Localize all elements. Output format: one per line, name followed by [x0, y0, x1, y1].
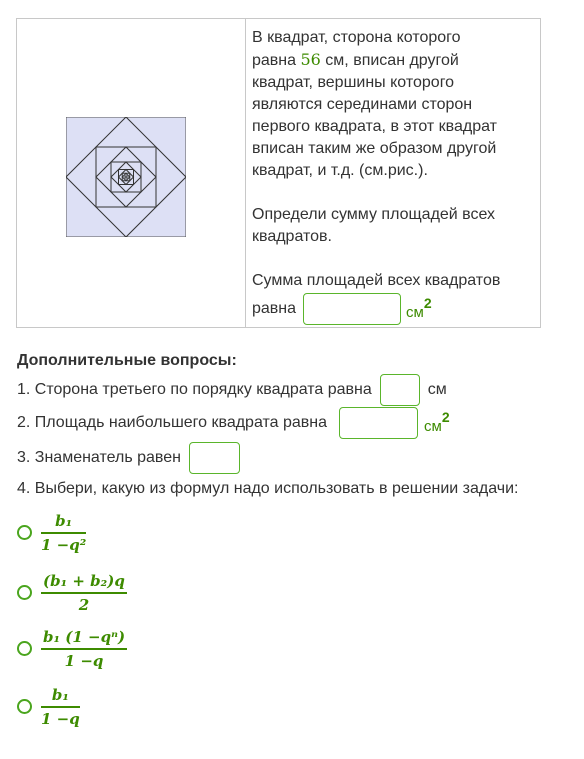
formula-option-2[interactable] — [17, 572, 127, 614]
nested-squares-figure — [66, 117, 186, 237]
question-1: 1. Сторона третьего по порядку квадрата равна см — [17, 374, 447, 406]
side-value: 56 — [300, 50, 321, 69]
formula: $\frac{\text{b₁ (1 −qⁿ)}}{1 -q}$ — [43, 628, 126, 670]
task-line-4: являются серединами сторон — [252, 96, 473, 113]
formula: $\frac{\text{(b₁ + b₂)q}}{2}$ — [43, 572, 125, 614]
answer-line-1: Сумма площадей всех квадратов — [252, 272, 501, 289]
answer-line-2: равна $см^2$ — [252, 293, 534, 325]
formula: $\frac{\text{b₁}}{\text{1 −q²}}$ — [41, 512, 87, 554]
radio-button[interactable] — [17, 641, 32, 656]
task-line-1: В квадрат, сторона которого — [252, 29, 461, 46]
extra-questions-title: Дополнительные вопросы: — [17, 352, 237, 369]
radio-button[interactable] — [17, 585, 32, 600]
task-table — [16, 18, 541, 328]
task-text-cell — [246, 19, 540, 327]
question-line-1: Определи сумму площадей всех — [252, 206, 496, 223]
sum-area-unit: $см^2$ — [406, 294, 432, 321]
task-line-2: равна 56 см, вписан другой — [252, 50, 459, 69]
radio-button[interactable] — [17, 699, 32, 714]
formula-option-4[interactable] — [17, 686, 80, 728]
question-3: 3. Знаменатель равен — [17, 442, 240, 474]
q2-unit: $см^2$ — [424, 408, 450, 435]
task-line-5: первого квадрата, в этот квадрат — [252, 118, 497, 135]
figure-cell — [17, 19, 246, 327]
formula: $\frac{\text{b₁}}{1 -q}$ — [41, 686, 80, 728]
formula-option-3[interactable] — [17, 628, 127, 670]
task-line-6: вписан таким же образом другой — [252, 140, 497, 157]
third-side-input[interactable] — [380, 374, 420, 406]
largest-area-input[interactable] — [339, 407, 418, 439]
sum-area-input[interactable] — [303, 293, 401, 325]
question-2: 2. Площадь наибольшего квадрата равна $см^2$ — [17, 407, 450, 439]
question-4: 4. Выбери, какую из формул надо использовать в решении задачи: — [17, 480, 519, 497]
task-line-3: квадрат, вершины которого — [252, 74, 455, 91]
q1-unit: см — [427, 381, 447, 398]
radio-button[interactable] — [17, 525, 32, 540]
task-line-7: квадрат, и т.д. (см.рис.). — [252, 162, 428, 179]
question-line-2: квадратов. — [252, 228, 332, 245]
ratio-input[interactable] — [189, 442, 240, 474]
formula-option-1[interactable] — [17, 512, 86, 554]
